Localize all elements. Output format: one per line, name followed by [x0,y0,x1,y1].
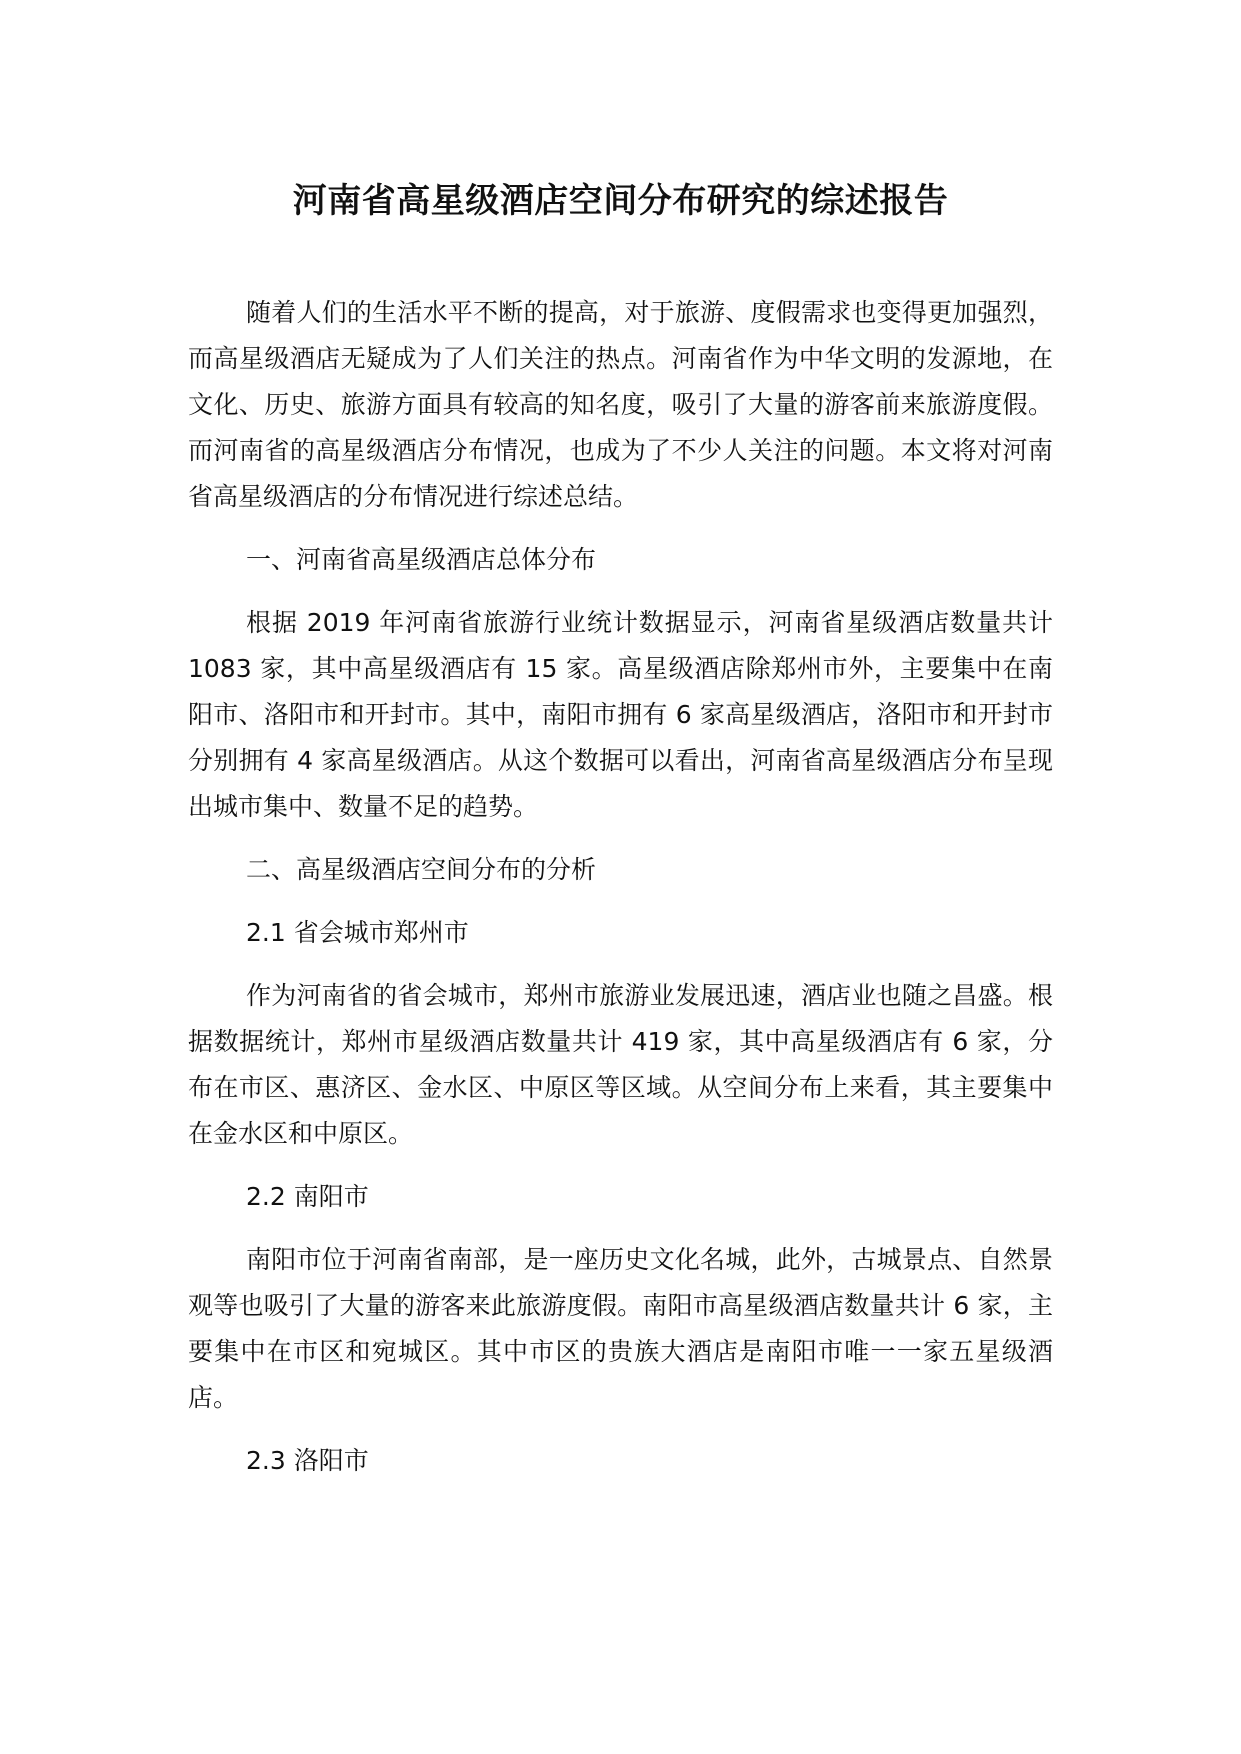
subsection-2-2-heading: 2.2 南阳市 [246,1182,369,1211]
subsection-2-1-heading: 2.1 省会城市郑州市 [246,918,469,947]
document-body [188,176,1053,1501]
section-2-heading: 二、高星级酒店空间分布的分析 [246,855,597,884]
document-title: 河南省高星级酒店空间分布研究的综述报告 [292,181,949,221]
subsection-2-3-heading: 2.3 洛阳市 [246,1446,369,1475]
intro-paragraph: 随着人们的生活水平不断的提高，对于旅游、度假需求也变得更加强烈，而高星级酒店无疑成为了人们关注的热点。河南省作为中华文明的发源地，在文化、历史、旅游方面具有较高的知名度，吸引了大量的游客前来旅游度假。而河南省的高星级酒店分布情况，也成为了不少人关注的问题。本文将对河南省高星级酒店的分布情况进行综述总结。 [188,298,1053,511]
section-1-heading: 一、河南省高星级酒店总体分布 [246,545,597,574]
subsection-2-1-paragraph: 作为河南省的省会城市，郑州市旅游业发展迅速，酒店业也随之昌盛。根据数据统计，郑州市星级酒店数量共计 419 家，其中高星级酒店有 6 家，分布在市区、惠济区、金水区、中原区等区域。从空间分布上来看，其主要集中在金水区和中原区。 [188,981,1053,1148]
subsection-2-2-paragraph: 南阳市位于河南省南部，是一座历史文化名城，此外，古城景点、自然景观等也吸引了大量的游客来此旅游度假。南阳市高星级酒店数量共计 6 家，主要集中在市区和宛城区。其中市区的贵族大酒店是南阳市唯一一家五星级酒店。 [188,1245,1053,1412]
section-1-paragraph: 根据 2019 年河南省旅游行业统计数据显示，河南省星级酒店数量共计 1083 家，其中高星级酒店有 15 家。高星级酒店除郑州市外，主要集中在南阳市、洛阳市和开封市。其中，南阳市拥有 6 家高星级酒店，洛阳市和开封市分别拥有 4 家高星级酒店。从这个数据可以看出，河南省高星级酒店分布呈现出城市集中、数量不足的趋势。 [188,608,1053,821]
